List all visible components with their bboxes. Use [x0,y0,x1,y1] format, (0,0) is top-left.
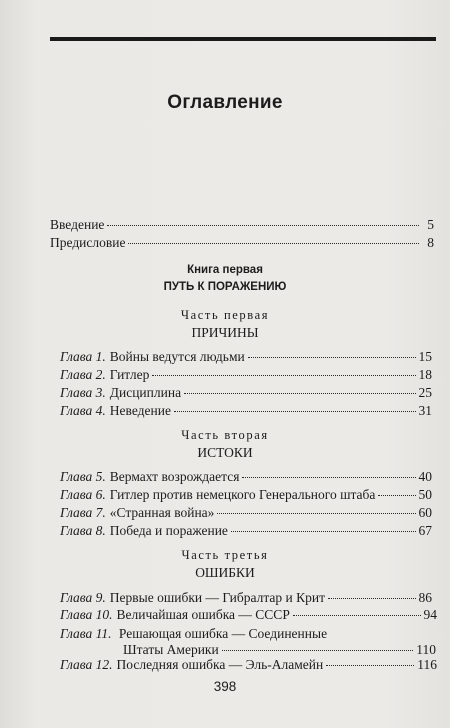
toc-chapter-row [60,367,432,383]
entry-title: Введение [50,217,105,232]
chapter-title: Величайшая ошибка — СССР [116,607,290,622]
toc-chapter-row [60,487,432,503]
toc-entry-preface [50,235,434,251]
leader-dots [328,598,416,599]
chapter-page: 110 [416,642,436,657]
top-rule [50,37,436,41]
toc-chapter-row [60,626,327,642]
toc-chapter-row-continuation [123,642,436,658]
part-label: Часть третья [181,548,269,562]
toc-chapter-row [60,469,432,485]
part-name: ПРИЧИНЫ [191,325,259,340]
chapter-title: Неведение [109,403,171,418]
book-title: Книга первая [187,264,263,276]
toc-chapter-row [60,403,432,419]
leader-dots [152,375,415,376]
chapter-label: Глава 9. [60,590,106,605]
chapter-title: Последняя ошибка — Эль-Аламейн [116,657,324,672]
toc-title: Оглавление [167,92,283,113]
chapter-title: Гитлер против немецкого Генерального штаба [109,487,376,502]
part-name: ИСТОКИ [197,445,253,460]
chapter-title: Первые ошибки — Гибралтар и Крит [109,590,325,605]
chapter-page: 18 [418,367,432,382]
chapter-title: Вермахт возрождается [109,469,240,484]
chapter-label: Глава 2. [60,367,106,382]
toc-chapter-row [60,505,432,521]
leader-dots [222,650,414,651]
leader-dots [326,665,414,666]
book-subtitle: ПУТЬ К ПОРАЖЕНИЮ [163,281,287,293]
toc-chapter-row [60,523,432,539]
leader-dots [217,513,415,514]
leader-dots [174,411,416,412]
chapter-label: Глава 8. [60,523,106,538]
chapter-title-continuation: Штаты Америки [123,642,219,657]
chapter-label: Глава 12. [60,657,113,672]
toc-chapter-row [60,349,432,365]
entry-page: 5 [427,217,434,232]
entry-page: 8 [427,235,434,250]
chapter-page: 31 [418,403,432,418]
toc-entry-introduction [50,217,434,233]
chapter-label: Глава 3. [60,385,106,400]
chapter-title: «Странная война» [109,505,215,520]
leader-dots [293,615,421,616]
entry-title: Предисловие [50,235,126,250]
chapter-label: Глава 4. [60,403,106,418]
chapter-title: Гитлер [109,367,150,382]
chapter-label: Глава 1. [60,349,106,364]
chapter-page: 67 [418,523,432,538]
chapter-page: 86 [418,590,432,605]
chapter-label: Глава 6. [60,487,106,502]
chapter-page: 15 [418,349,432,364]
toc-chapter-row [60,607,437,623]
chapter-page: 50 [418,487,432,502]
chapter-page: 94 [423,607,437,622]
leader-dots [242,477,415,478]
leader-dots [128,243,419,244]
chapter-title: Дисциплина [109,385,182,400]
part-label: Часть первая [180,308,270,322]
part-name: ОШИБКИ [195,565,255,580]
chapter-label: Глава 7. [60,505,106,520]
page-number: 398 [213,679,237,694]
chapter-title: Победа и поражение [109,523,228,538]
leader-dots [248,357,416,358]
toc-chapter-row [60,657,437,673]
leader-dots [184,393,415,394]
chapter-title: Войны ведутся людьми [109,349,245,364]
chapter-page: 60 [418,505,432,520]
leader-dots [231,531,416,532]
leader-dots [107,225,419,226]
chapter-page: 25 [418,385,432,400]
chapter-page: 40 [418,469,432,484]
chapter-page: 116 [417,657,437,672]
leader-dots [378,495,415,496]
toc-chapter-row [60,385,432,401]
chapter-label: Глава 5. [60,469,106,484]
chapter-label: Глава 10. [60,607,113,622]
part-label: Часть вторая [181,428,269,442]
toc-chapter-row [60,590,432,606]
chapter-label: Глава 11. [60,626,112,641]
chapter-title: Решающая ошибка — Соединенные [118,626,328,641]
